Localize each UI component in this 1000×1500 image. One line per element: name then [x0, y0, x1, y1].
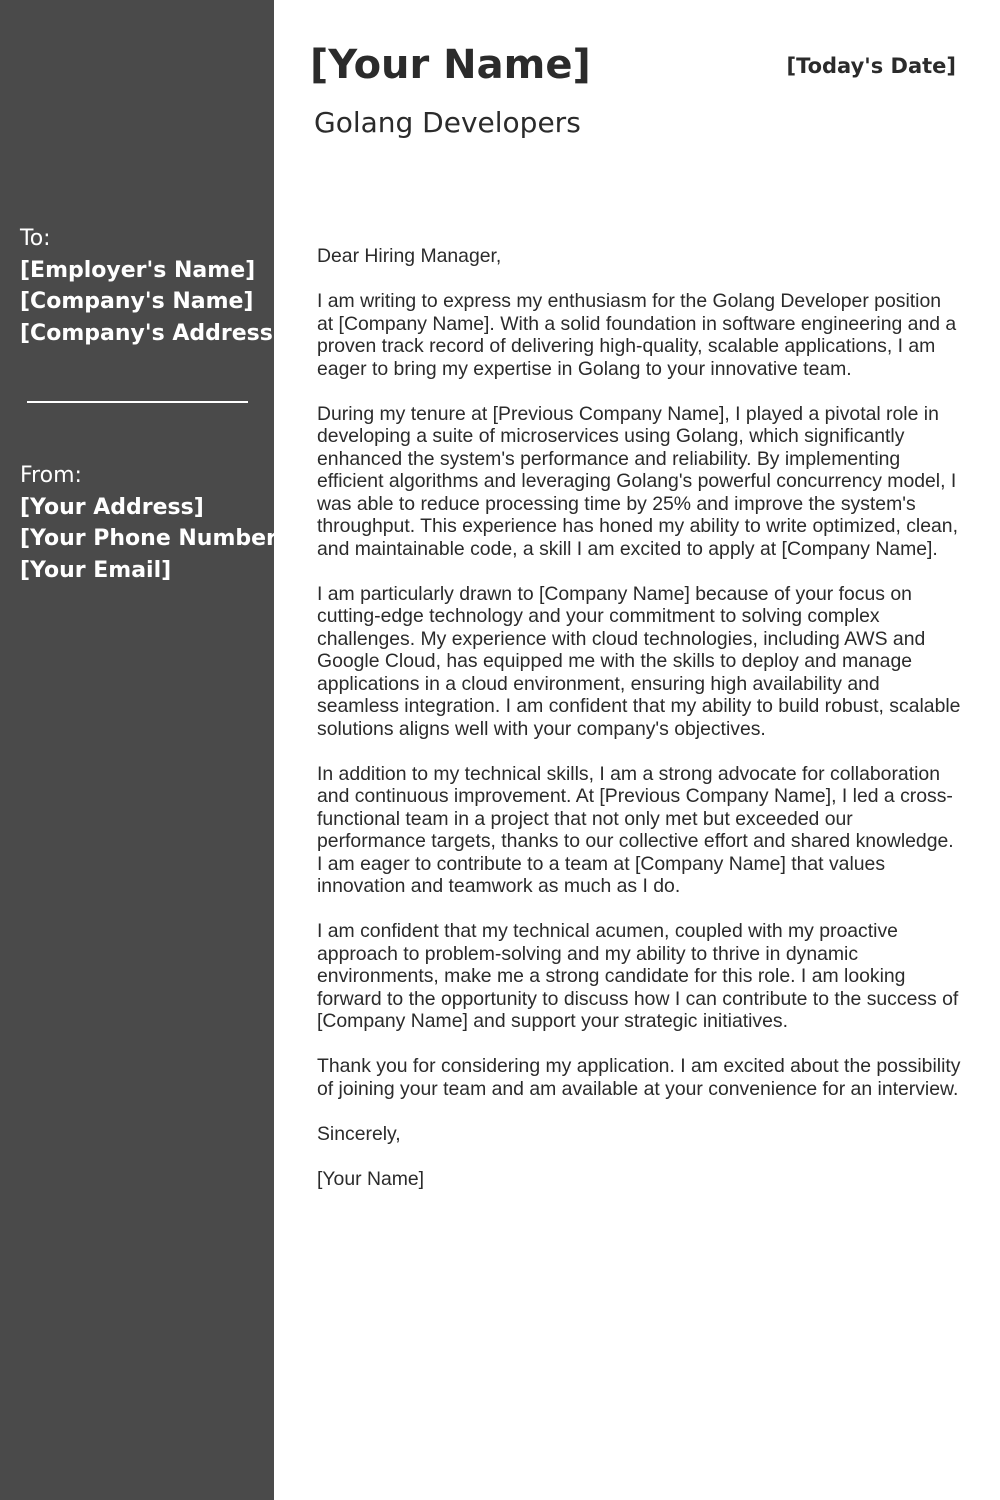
employer-name: [Employer's Name]	[20, 257, 256, 283]
sidebar	[0, 0, 287, 1500]
letter-date: [Today's Date]	[786, 54, 956, 78]
sender-heading: From:	[20, 463, 82, 488]
sender-phone: [Your Phone Number]	[20, 526, 287, 551]
signature: [Your Name]	[317, 1167, 425, 1190]
applicant-name: [Your Name]	[310, 42, 591, 88]
sender-email: [Your Email]	[20, 557, 172, 583]
company-address: [Company's Address]	[20, 320, 283, 346]
sender-block	[20, 460, 287, 586]
greeting: Dear Hiring Manager,	[317, 245, 502, 267]
sender-address: [Your Address]	[20, 494, 204, 520]
closing: Sincerely,	[317, 1122, 401, 1145]
paragraph: I am writing to express my enthusiasm for the Golang Developer position at [Company Name]. With a solid foundation in software engineering and a proven track record of delivering high-quality, scalable applications, I am eager to bring my expertise in Golang to your innovative team.	[317, 290, 957, 380]
paragraph: In addition to my technical skills, I am a strong advocate for collaboration and continuous improvement. At [Previous Company Name], I led a cross-functional team in a project that not only met but exceeded our performance targets, thanks to our collective effort and shared knowledge. I am eager to contribute to a team at [Company Name] that values innovation and teamwork as much as I do.	[317, 762, 954, 897]
paragraph: I am particularly drawn to [Company Name] because of your focus on cutting-edge technology and your commitment to solving complex challenges. My experience with cloud technologies, including AWS and Google Cloud, has equipped me with the skills to deploy and manage applications in a cloud environment, ensuring high availability and seamless integration. I am confident that my ability to build robust, scalable solutions aligns well with your company's objectives.	[317, 582, 961, 740]
sidebar-divider	[27, 401, 248, 403]
recipient-block	[20, 223, 283, 349]
company-name: [Company's Name]	[20, 289, 254, 314]
letter-body	[317, 245, 961, 1213]
recipient-heading: To:	[20, 226, 51, 251]
paragraph: During my tenure at [Previous Company Name], I played a pivotal role in developing a suite of microservices using Golang, which significantly enhanced the system's performance and reliability. By implementing efficient algorithms and leveraging Golang's powerful concurrency model, I was able to reduce processing time by 25% and improve the system's throughput. This experience has honed my ability to write optimized, clean, and maintainable code, a skill I am excited to apply at [Company Name].	[317, 402, 958, 560]
job-title: Golang Developers	[314, 106, 581, 139]
paragraph: Thank you for considering my application. I am excited about the possibility of joining your team and am available at your convenience for an interview.	[317, 1055, 961, 1100]
paragraph: I am confident that my technical acumen, coupled with my proactive approach to problem-solving and my ability to thrive in dynamic environments, make me a strong candidate for this role. I am looking forward to the opportunity to discuss how I can contribute to the success of [Company Name] and support your strategic initiatives.	[317, 920, 959, 1032]
